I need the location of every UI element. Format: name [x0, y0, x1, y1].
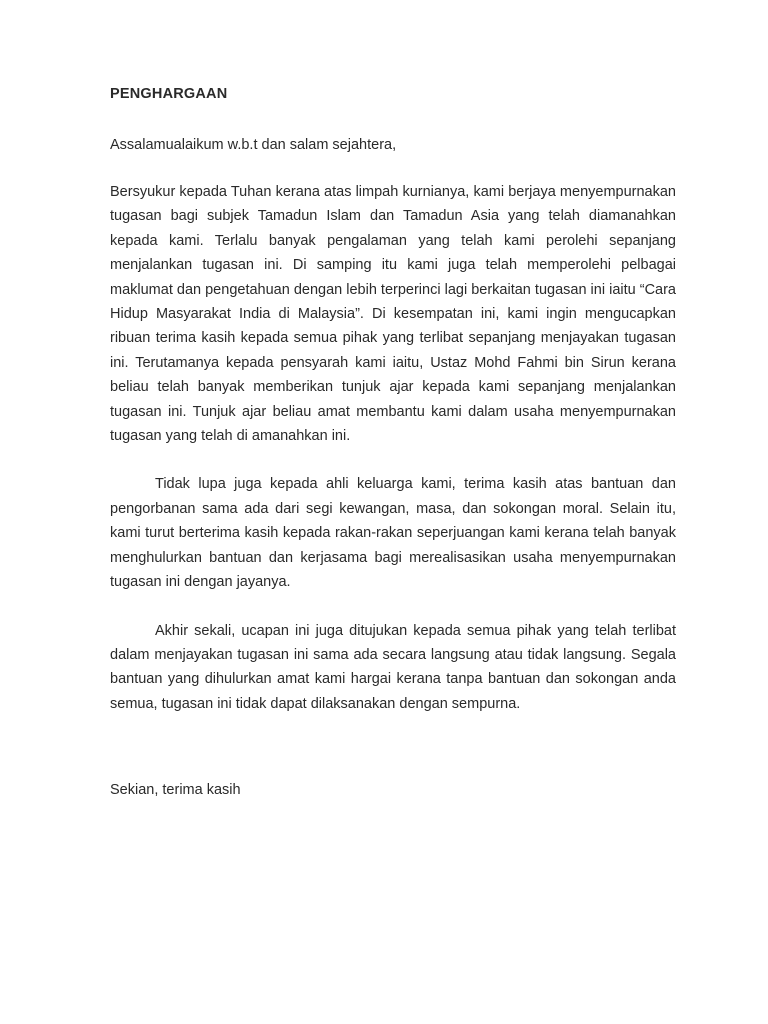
closing-line: Sekian, terima kasih: [110, 782, 241, 799]
paragraph-2: Tidak lupa juga kepada ahli keluarga kami, terima kasih atas bantuan dan pengorbanan sama ada dari segi kewangan, masa, dan sokongan moral. Selain itu, kami turut berterima kasih kepada rakan-rakan seperjuangan kami kerana telah banyak menghulurkan bantuan dan kerjasama bagi merealisasikan usaha menyempurnakan tugasan ini dengan jayanya.: [110, 476, 676, 591]
document-heading: PENGHARGAAN: [110, 86, 228, 102]
paragraph-1: Bersyukur kepada Tuhan kerana atas limpah kurnianya, kami berjaya menyempurnakan tugasan bagi subjek Tamadun Islam dan Tamadun Asia yang telah diamanahkan kepada kami. Terlalu banyak pengalaman yang telah kami perolehi sepanjang menjalankan tugasan ini. Di samping itu kami juga telah memperolehi pelbagai maklumat dan pengetahuan dengan lebih terperinci lagi berkaitan tugasan ini iaitu “Cara Hidup Masyarakat India di Malaysia”. Di kesempatan ini, kami ingin mengucapkan ribuan terima kasih kepada semua pihak yang terlibat sepanjang menjayakan tugasan ini. Terutamanya kepada pensyarah kami iaitu, Ustaz Mohd Fahmi bin Sirun kerana beliau telah banyak memberikan tunjuk ajar kepada kami sepanjang menjalankan tugasan ini. Tunjuk ajar beliau amat membantu kami dalam usaha menyempurnakan tugasan yang telah di amanahkan ini.: [110, 184, 676, 445]
document-page: [110, 84, 676, 800]
greeting-line: Assalamualaikum w.b.t dan salam sejahtera,: [110, 137, 397, 153]
paragraph-3: Akhir sekali, ucapan ini juga ditujukan kepada semua pihak yang telah terlibat dalam menjayakan tugasan ini sama ada secara langsung atau tidak langsung. Segala bantuan yang dihulurkan amat kami hargai kerana tanpa bantuan dan sokongan anda semua, tugasan ini tidak dapat dilaksanakan dengan sempurna.: [110, 622, 676, 712]
